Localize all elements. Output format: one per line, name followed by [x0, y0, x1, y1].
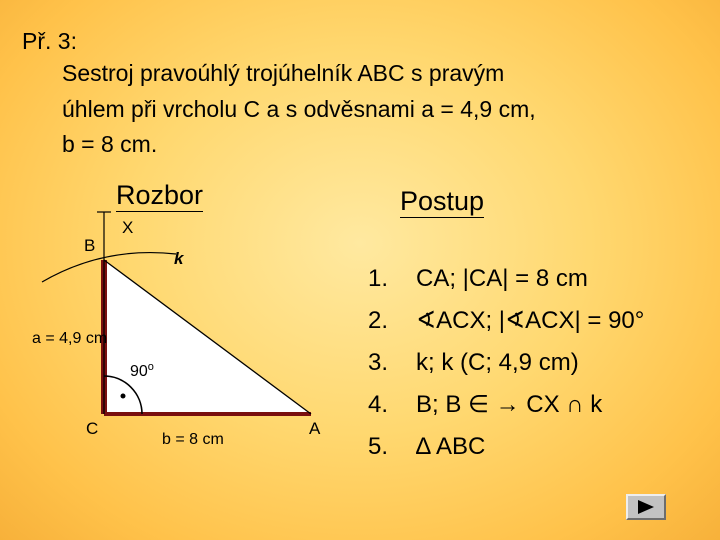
task-line-1: Sestroj pravoúhlý trojúhelník ABC s pravým: [62, 60, 505, 86]
step-2: [368, 300, 644, 342]
label-x: X: [122, 218, 134, 237]
step-text: B; B ∈ → CX ∩ k: [416, 391, 603, 418]
step-number: 5.: [368, 433, 389, 460]
label-c-vertex: C: [86, 419, 99, 438]
step-number: 1.: [368, 265, 389, 292]
step-number: 2.: [368, 307, 389, 334]
label-a-vertex: A: [309, 419, 321, 438]
step-4: [368, 384, 644, 426]
label-a: a = 4,9 cm: [32, 330, 108, 347]
task-line-3: b = 8 cm.: [62, 131, 158, 157]
step-text: ∆ ABC: [416, 433, 486, 460]
label-b-vertex: B: [84, 236, 96, 255]
step-text: ∢ACX; |∢ACX| = 90°: [416, 307, 645, 334]
label-b-side: b = 8 cm: [162, 431, 224, 448]
step-3: [368, 342, 644, 384]
step-number: 3.: [368, 349, 389, 376]
next-slide-button[interactable]: [626, 494, 666, 520]
right-angle-dot: [121, 394, 126, 399]
rozbor-heading: Rozbor: [116, 180, 204, 210]
label-k: k: [174, 249, 184, 268]
step-text: k; k (C; 4,9 cm): [416, 349, 579, 376]
postup-steps: [368, 258, 644, 468]
step-number: 4.: [368, 391, 389, 418]
step-5: [368, 426, 644, 468]
play-triangle-icon: [638, 500, 654, 514]
label-angle: 90$^o$: [130, 361, 154, 380]
step-1: [368, 258, 644, 300]
task-line-2: úhlem při vrcholu C a s odvěsnami a = 4,9 cm,: [62, 96, 536, 122]
postup-heading: Postup: [400, 186, 485, 216]
step-text: CA; |CA| = 8 cm: [416, 265, 588, 292]
task-label: Př. 3:: [22, 28, 77, 54]
